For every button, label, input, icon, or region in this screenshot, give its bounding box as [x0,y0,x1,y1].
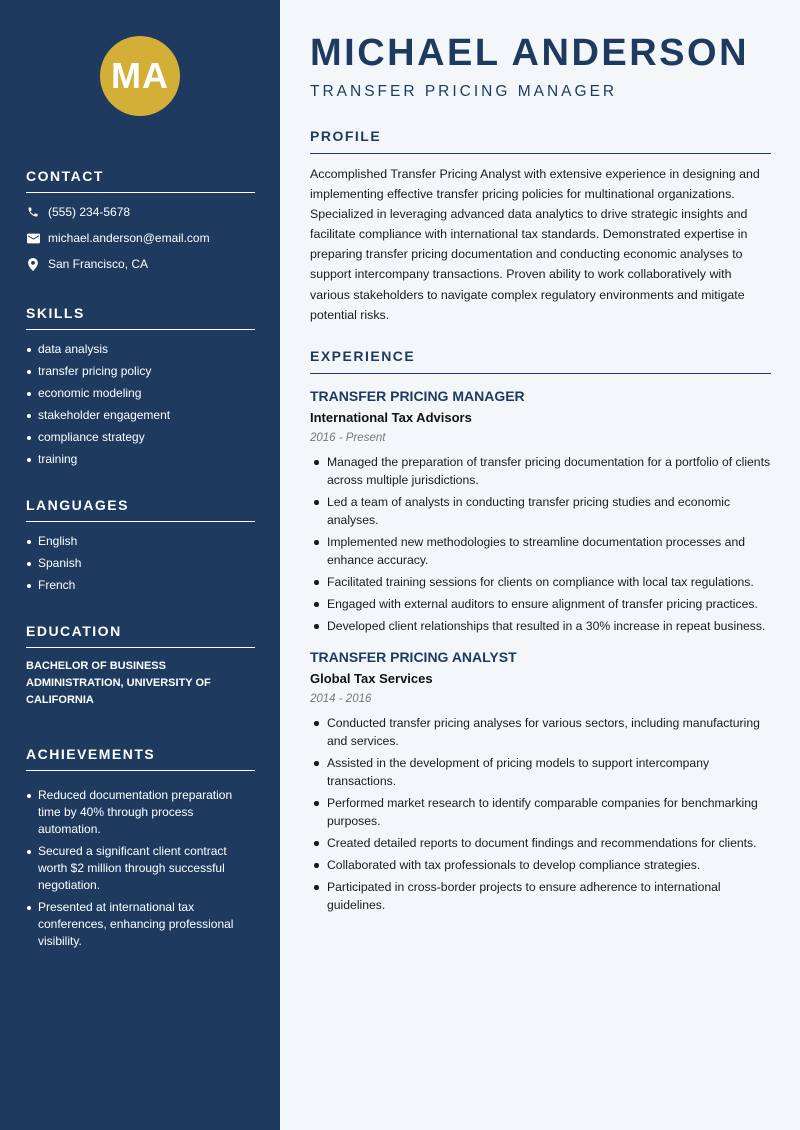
achievements-list [26,787,255,950]
job-bullets [310,714,771,914]
email-icon [26,231,40,245]
language-item: French [26,577,255,594]
skill-item: data analysis [26,341,255,358]
language-item: Spanish [26,555,255,572]
contact-location [26,251,255,277]
contact-email[interactable] [26,225,255,251]
contact-email-text: michael.anderson@email.com [48,231,210,245]
job-bullet: Assisted in the development of pricing models to support intercompany transactions. [310,754,771,790]
job-bullet: Participated in cross-border projects to ensure adherence to international guidelines. [310,878,771,914]
language-item: English [26,533,255,550]
sidebar [0,0,280,1130]
achievement-item: Secured a significant client contract worth $2 million through successful negotiation. [26,843,255,894]
profile-section [310,128,771,325]
experience-heading: EXPERIENCE [310,348,771,374]
page-title: MICHAEL ANDERSON [310,32,750,74]
avatar [100,36,180,116]
profile-heading: PROFILE [310,128,771,154]
company-name: Global Tax Services [310,671,433,686]
skill-item: transfer pricing policy [26,363,255,380]
avatar-initials: MA [111,55,169,96]
job-dates: 2016 - Present [310,432,386,444]
job-title: TRANSFER PRICING ANALYST [310,649,517,665]
job-entry [310,388,771,635]
job-entry [310,649,771,914]
languages-list [26,533,255,594]
job-title: TRANSFER PRICING MANAGER [310,388,525,404]
job-bullet: Implemented new methodologies to streamline documentation processes and enhance accuracy. [310,533,771,569]
experience-section [310,348,771,918]
job-headline: TRANSFER PRICING MANAGER [310,83,618,100]
skill-item: compliance strategy [26,429,255,446]
achievements-heading: ACHIEVEMENTS [26,746,255,771]
location-pin-icon [26,257,40,271]
job-bullet: Engaged with external auditors to ensure alignment of transfer pricing practices. [310,595,771,613]
job-dates: 2014 - 2016 [310,693,372,705]
profile-text: Accomplished Transfer Pricing Analyst with extensive experience in designing and implementing effective transfer pricing policies for multinational organizations. Specialized in leveraging advanced data analytics to drive strategic insights and facilitate compliance with international tax standards. Demonstrated expertise in preparing transfer pricing documentation and conducting economic analyses to support intercompany transactions. Proven ability to work collaboratively with various stakeholders to navigate complex regulatory environments and mitigate potential risks. [310,167,760,322]
skills-list [26,341,255,468]
achievements-section [26,746,255,955]
languages-heading: LANGUAGES [26,497,255,522]
skills-heading: SKILLS [26,305,255,330]
contact-section [26,168,255,277]
skill-item: stakeholder engagement [26,407,255,424]
contact-heading: CONTACT [26,168,255,193]
job-bullet: Developed client relationships that resulted in a 30% increase in repeat business. [310,617,771,635]
contact-phone[interactable] [26,199,255,225]
job-bullet: Created detailed reports to document findings and recommendations for clients. [310,834,771,852]
company-name: International Tax Advisors [310,410,472,425]
phone-icon [26,205,40,219]
skill-item: economic modeling [26,385,255,402]
job-bullet: Conducted transfer pricing analyses for various sectors, including manufacturing and services. [310,714,771,750]
contact-phone-text: (555) 234-5678 [48,205,131,219]
job-bullets [310,453,771,635]
achievement-item: Reduced documentation preparation time by 40% through process automation. [26,787,255,838]
skill-item: training [26,451,255,468]
education-section [26,623,255,709]
achievement-item: Presented at international tax conferences, enhancing professional visibility. [26,899,255,950]
job-bullet: Facilitated training sessions for clients on compliance with local tax regulations. [310,573,771,591]
contact-location-text: San Francisco, CA [48,257,149,271]
languages-section [26,497,255,599]
job-bullet: Collaborated with tax professionals to develop compliance strategies. [310,856,771,874]
job-bullet: Performed market research to identify comparable companies for benchmarking purposes. [310,794,771,830]
job-bullet: Managed the preparation of transfer pricing documentation for a portfolio of clients across multiple jurisdictions. [310,453,771,489]
job-bullet: Led a team of analysts in conducting transfer pricing studies and economic analyses. [310,493,771,529]
education-heading: EDUCATION [26,623,255,648]
education-degree: BACHELOR OF BUSINESS ADMINISTRATION, UNIVERSITY OF CALIFORNIA [26,660,211,706]
skills-section [26,305,255,473]
